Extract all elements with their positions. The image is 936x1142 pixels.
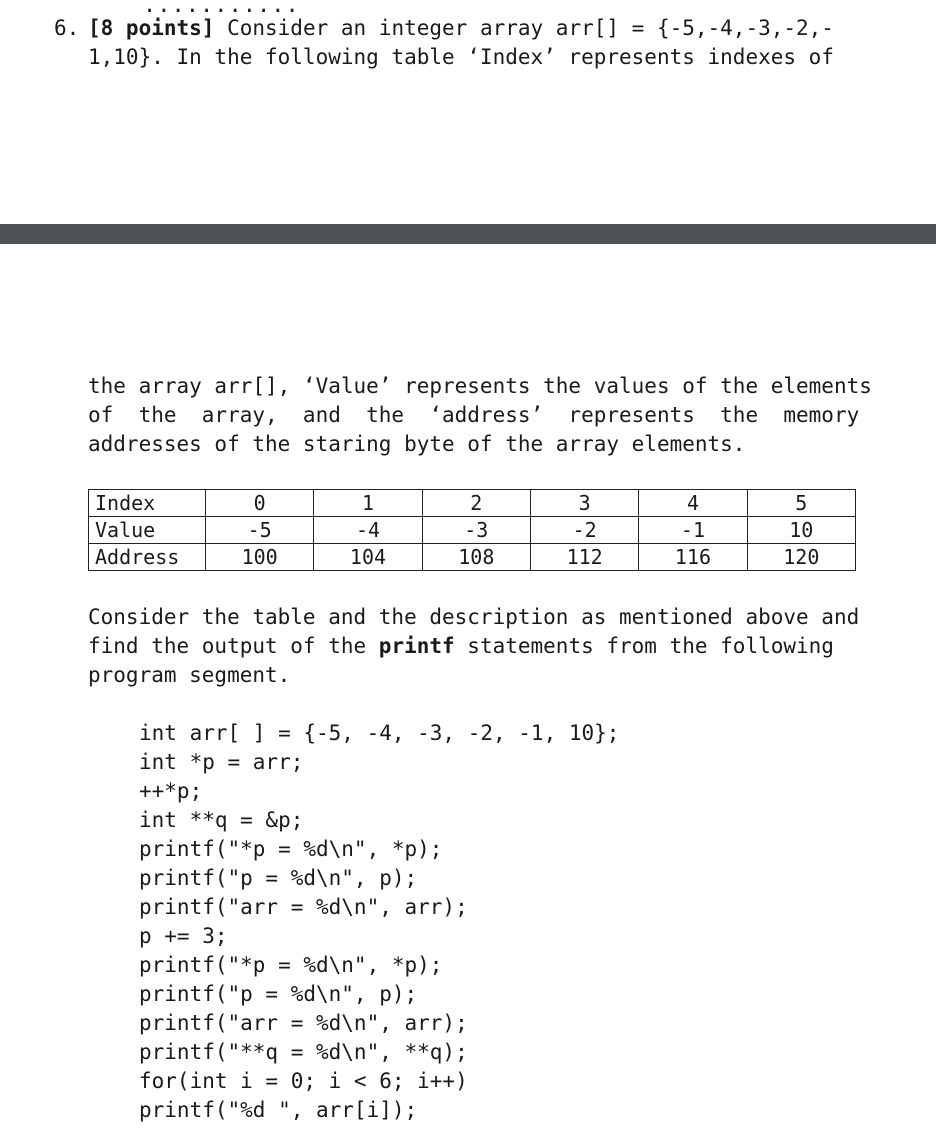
table-cell: 120 (747, 544, 855, 571)
table-cell: 5 (747, 490, 855, 517)
description-line: of the array, and the ‘address’ represents the memory (88, 403, 860, 427)
table-cell: 108 (422, 544, 530, 571)
code-line: printf("p = %d\n", p); (139, 982, 418, 1006)
instruction-line (88, 632, 856, 661)
table-cell: -3 (422, 517, 530, 544)
instruction-text: statements from the following (454, 634, 834, 658)
instruction-line: program segment. (88, 663, 291, 687)
array-memory-table (88, 489, 856, 571)
table-cell: 0 (206, 490, 314, 517)
code-line: printf("p = %d\n", p); (139, 866, 418, 890)
row-header: Value (89, 517, 206, 544)
code-line: printf("%d ", arr[i]); (139, 1098, 418, 1122)
table-cell: 1 (314, 490, 422, 517)
instruction-text: find the output of the (88, 634, 379, 658)
row-header: Index (89, 490, 206, 517)
code-line: int **q = &p; (139, 808, 304, 832)
question-line-1-text: Consider an integer array arr[] = {-5,-4,-3,-2,- (214, 16, 834, 40)
code-line: int arr[ ] = {-5, -4, -3, -2, -1, 10}; (139, 721, 620, 745)
instruction-paragraph (88, 603, 860, 690)
row-header: Address (89, 544, 206, 571)
table-cell: 2 (422, 490, 530, 517)
question-line-2: 1,10}. In the following table ‘Index’ represents indexes of (88, 45, 834, 69)
table-cell: 112 (530, 544, 638, 571)
description-paragraph (88, 372, 872, 459)
code-block (139, 719, 619, 1125)
code-line: printf("arr = %d\n", arr); (139, 895, 468, 919)
code-line: for(int i = 0; i < 6; i++) (139, 1069, 468, 1093)
previous-page-dots: ........... (143, 0, 300, 18)
table-cell: -4 (314, 517, 422, 544)
table-cell: -5 (206, 517, 314, 544)
code-line: ++*p; (139, 779, 203, 803)
table-cell: 4 (639, 490, 747, 517)
code-line: printf("*p = %d\n", *p); (139, 953, 443, 977)
table-row-value (89, 517, 856, 544)
page-divider (0, 224, 936, 244)
table-row-address (89, 544, 856, 571)
code-line: p += 3; (139, 924, 228, 948)
instruction-line: Consider the table and the description as mentioned above and (88, 605, 860, 629)
table-cell: -1 (639, 517, 747, 544)
question-header (54, 14, 864, 72)
table-cell: 116 (639, 544, 747, 571)
code-line: printf("*p = %d\n", *p); (139, 837, 443, 861)
question-line-1 (54, 14, 864, 43)
code-line: printf("arr = %d\n", arr); (139, 1011, 468, 1035)
question-points: [8 points] (88, 16, 215, 40)
table-cell: 104 (314, 544, 422, 571)
table-cell: 3 (530, 490, 638, 517)
code-line: int *p = arr; (139, 750, 304, 774)
description-line: the array arr[], ‘Value’ represents the values of the elements (88, 374, 872, 398)
question-number: 6. (54, 16, 80, 40)
table-cell: 100 (206, 544, 314, 571)
table-cell: 10 (747, 517, 855, 544)
code-line: printf("**q = %d\n", **q); (139, 1040, 468, 1064)
table-row-index (89, 490, 856, 517)
printf-keyword: printf (378, 634, 455, 658)
description-line: addresses of the staring byte of the array elements. (88, 432, 746, 456)
table-cell: -2 (530, 517, 638, 544)
